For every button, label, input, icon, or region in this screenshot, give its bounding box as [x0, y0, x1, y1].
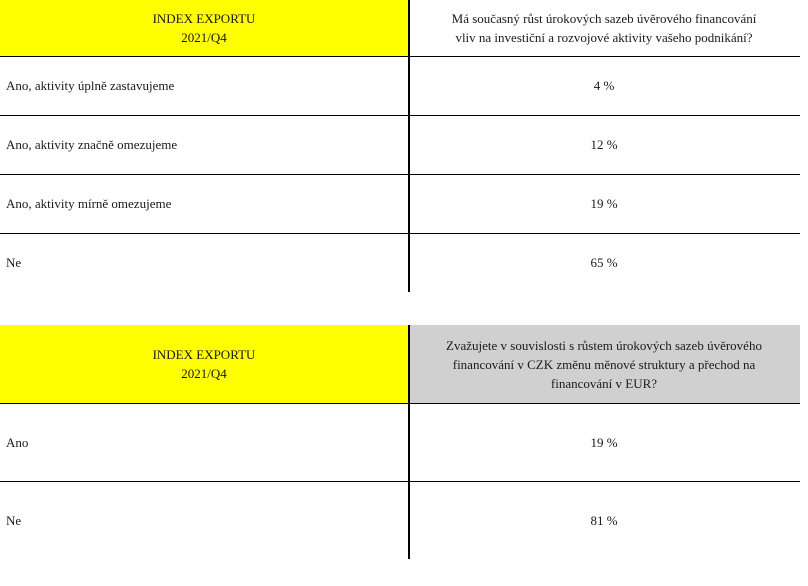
table-row: [0, 482, 800, 559]
table-header: [0, 0, 800, 56]
header-question: [408, 325, 800, 403]
table-header: [0, 325, 800, 403]
header-period: 2021/Q4: [181, 30, 227, 45]
table-interest-rate-impact: [0, 0, 800, 292]
header-index-exportu: [0, 0, 408, 56]
row-label: Ano: [6, 434, 29, 450]
row-value: 4 %: [593, 78, 615, 93]
row-label: Ano, aktivity značně omezujeme: [6, 137, 178, 152]
question-line: Má současný růst úrokových sazeb úvěrového financování: [451, 11, 757, 26]
table-row: [0, 116, 800, 174]
row-value: 65 %: [590, 255, 618, 270]
row-label: Ano, aktivity mírně omezujeme: [6, 196, 172, 211]
table-row: [0, 57, 800, 115]
row-label: Ne: [6, 512, 22, 528]
table-row: [0, 234, 800, 292]
table-row: [0, 175, 800, 233]
row-value: 19 %: [590, 434, 618, 450]
table-row: [0, 404, 800, 481]
header-period: 2021/Q4: [181, 366, 227, 381]
row-value: 19 %: [590, 196, 618, 211]
column-divider: [408, 0, 410, 292]
header-title: INDEX EXPORTU: [152, 347, 256, 362]
row-label: Ne: [6, 255, 22, 270]
row-label: Ano, aktivity úplně zastavujeme: [6, 78, 175, 93]
question-line: vliv na investiční a rozvojové aktivity vašeho podnikání?: [455, 30, 753, 45]
header-index-exportu: [0, 325, 408, 403]
question-line: financování v CZK změnu měnové struktury a přechod na: [452, 356, 756, 372]
row-value: 81 %: [590, 512, 618, 528]
question-line: Zvažujete v souvislosti s růstem úrokových sazeb úvěrového: [446, 337, 762, 353]
header-question: [408, 0, 800, 56]
column-divider: [408, 325, 410, 559]
table-currency-structure: [0, 325, 800, 559]
header-title: INDEX EXPORTU: [152, 11, 256, 26]
row-value: 12 %: [590, 137, 618, 152]
question-line: financování v EUR?: [550, 375, 658, 391]
